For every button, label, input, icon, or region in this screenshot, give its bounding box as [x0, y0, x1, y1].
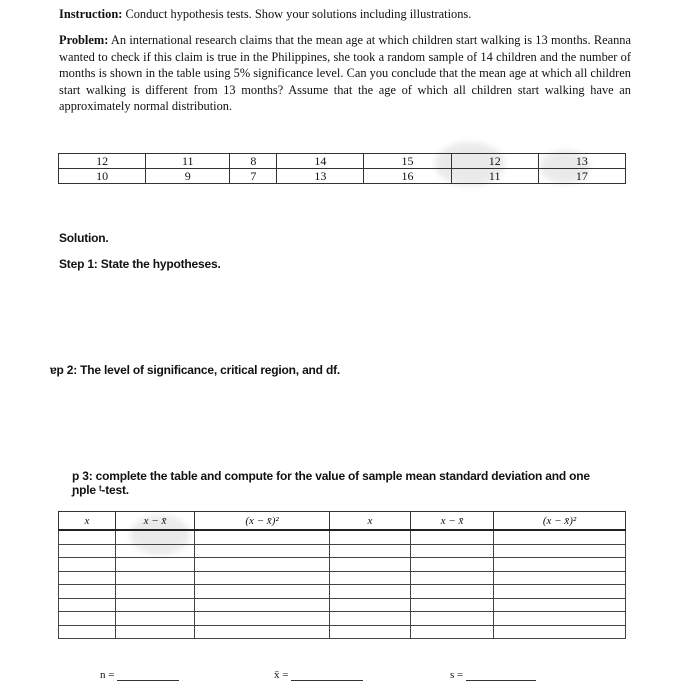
- step-1-heading: Step 1: State the hypotheses.: [59, 257, 221, 271]
- input-cell[interactable]: [330, 558, 411, 572]
- sample-size-blank[interactable]: [117, 680, 179, 681]
- input-cell[interactable]: [59, 530, 116, 544]
- table-row: [59, 530, 626, 544]
- instruction-label: Instruction:: [59, 7, 123, 21]
- input-cell[interactable]: [494, 585, 626, 599]
- input-cell[interactable]: [59, 585, 116, 599]
- input-cell[interactable]: [195, 530, 330, 544]
- sample-size-field: [100, 669, 179, 681]
- input-cell[interactable]: [494, 530, 626, 544]
- input-cell[interactable]: [411, 558, 494, 572]
- input-cell[interactable]: [195, 625, 330, 639]
- input-cell[interactable]: [195, 598, 330, 612]
- input-cell[interactable]: [59, 612, 116, 626]
- data-cell: 14: [277, 154, 364, 169]
- data-cell: 17: [538, 169, 625, 184]
- step-3-line-2: ɲple ᵗ-test.: [72, 483, 129, 497]
- input-cell[interactable]: [330, 530, 411, 544]
- problem-text: An international research claims that the mean age at which children start walking is 13 months. Reanna wanted to check if this claim is true in the Philippines, she took a random sample of 14 children and the number of months is shown in the table using 5% significance level. Can you conclude that the mean age at which all children start walking is different from 13 months? Assume that the age of which all children start walking have an approximately normal distribution.: [59, 33, 631, 114]
- input-cell[interactable]: [330, 585, 411, 599]
- input-cell[interactable]: [116, 612, 195, 626]
- input-cell[interactable]: [116, 571, 195, 585]
- input-cell[interactable]: [494, 612, 626, 626]
- table-row: [59, 625, 626, 639]
- std-dev-field: [450, 669, 536, 681]
- std-dev-blank[interactable]: [466, 680, 536, 681]
- data-cell: 15: [364, 154, 451, 169]
- data-cell: 7: [230, 169, 277, 184]
- input-cell[interactable]: [411, 585, 494, 599]
- input-cell[interactable]: [59, 625, 116, 639]
- table-header-row: [59, 512, 626, 531]
- data-cell: 11: [451, 169, 538, 184]
- work-table: [58, 511, 626, 639]
- input-cell[interactable]: [330, 571, 411, 585]
- input-cell[interactable]: [330, 612, 411, 626]
- problem-label: Problem:: [59, 33, 109, 47]
- data-cell: 16: [364, 169, 451, 184]
- sample-mean-field: [274, 669, 363, 681]
- input-cell[interactable]: [116, 558, 195, 572]
- input-cell[interactable]: [494, 571, 626, 585]
- step-3-heading: [72, 469, 632, 497]
- data-cell: 12: [451, 154, 538, 169]
- input-cell[interactable]: [59, 598, 116, 612]
- sample-size-label: n =: [100, 669, 115, 681]
- input-cell[interactable]: [195, 544, 330, 558]
- input-cell[interactable]: [411, 571, 494, 585]
- column-header: x: [59, 512, 116, 531]
- input-cell[interactable]: [116, 530, 195, 544]
- column-header: (x − x̄)²: [195, 512, 330, 531]
- column-header: (x − x̄)²: [494, 512, 626, 531]
- input-cell[interactable]: [59, 571, 116, 585]
- input-cell[interactable]: [494, 544, 626, 558]
- instruction-text: Conduct hypothesis tests. Show your solutions including illustrations.: [122, 7, 472, 21]
- sample-mean-blank[interactable]: [291, 680, 363, 681]
- input-cell[interactable]: [116, 544, 195, 558]
- input-cell[interactable]: [195, 612, 330, 626]
- input-cell[interactable]: [116, 598, 195, 612]
- input-cell[interactable]: [116, 625, 195, 639]
- input-cell[interactable]: [494, 558, 626, 572]
- table-row: [59, 585, 626, 599]
- input-cell[interactable]: [195, 585, 330, 599]
- table-row: [59, 612, 626, 626]
- input-cell[interactable]: [411, 544, 494, 558]
- data-cell: 13: [538, 154, 625, 169]
- input-cell[interactable]: [59, 544, 116, 558]
- data-cell: 11: [146, 154, 230, 169]
- table-row: [59, 598, 626, 612]
- step-2-heading: ɐp 2: The level of significance, critical region, and df.: [50, 363, 341, 377]
- table-row: [59, 544, 626, 558]
- sample-mean-label: x̄ =: [274, 669, 289, 681]
- input-cell[interactable]: [494, 625, 626, 639]
- data-cell: 13: [277, 169, 364, 184]
- data-cell: 8: [230, 154, 277, 169]
- input-cell[interactable]: [411, 625, 494, 639]
- data-table: [58, 153, 626, 184]
- column-header: x: [330, 512, 411, 531]
- data-cell: 9: [146, 169, 230, 184]
- solution-heading: Solution.: [59, 231, 109, 245]
- column-header: x − x̄: [116, 512, 195, 531]
- input-cell[interactable]: [195, 571, 330, 585]
- input-cell[interactable]: [411, 530, 494, 544]
- input-cell[interactable]: [494, 598, 626, 612]
- table-row: [59, 571, 626, 585]
- input-cell[interactable]: [59, 558, 116, 572]
- data-cell: 12: [59, 154, 146, 169]
- step-3-line-1: p 3: complete the table and compute for the value of sample mean standard deviation and one: [72, 469, 590, 483]
- input-cell[interactable]: [411, 612, 494, 626]
- std-dev-label: s =: [450, 669, 464, 681]
- input-cell[interactable]: [116, 585, 195, 599]
- instruction-line: [59, 6, 631, 23]
- problem-paragraph: [59, 32, 631, 115]
- table-row: [59, 169, 626, 184]
- table-row: [59, 558, 626, 572]
- input-cell[interactable]: [195, 558, 330, 572]
- input-cell[interactable]: [411, 598, 494, 612]
- data-cell: 10: [59, 169, 146, 184]
- input-cell[interactable]: [330, 625, 411, 639]
- column-header: x − x̄: [411, 512, 494, 531]
- table-row: [59, 154, 626, 169]
- input-cell[interactable]: [330, 544, 411, 558]
- input-cell[interactable]: [330, 598, 411, 612]
